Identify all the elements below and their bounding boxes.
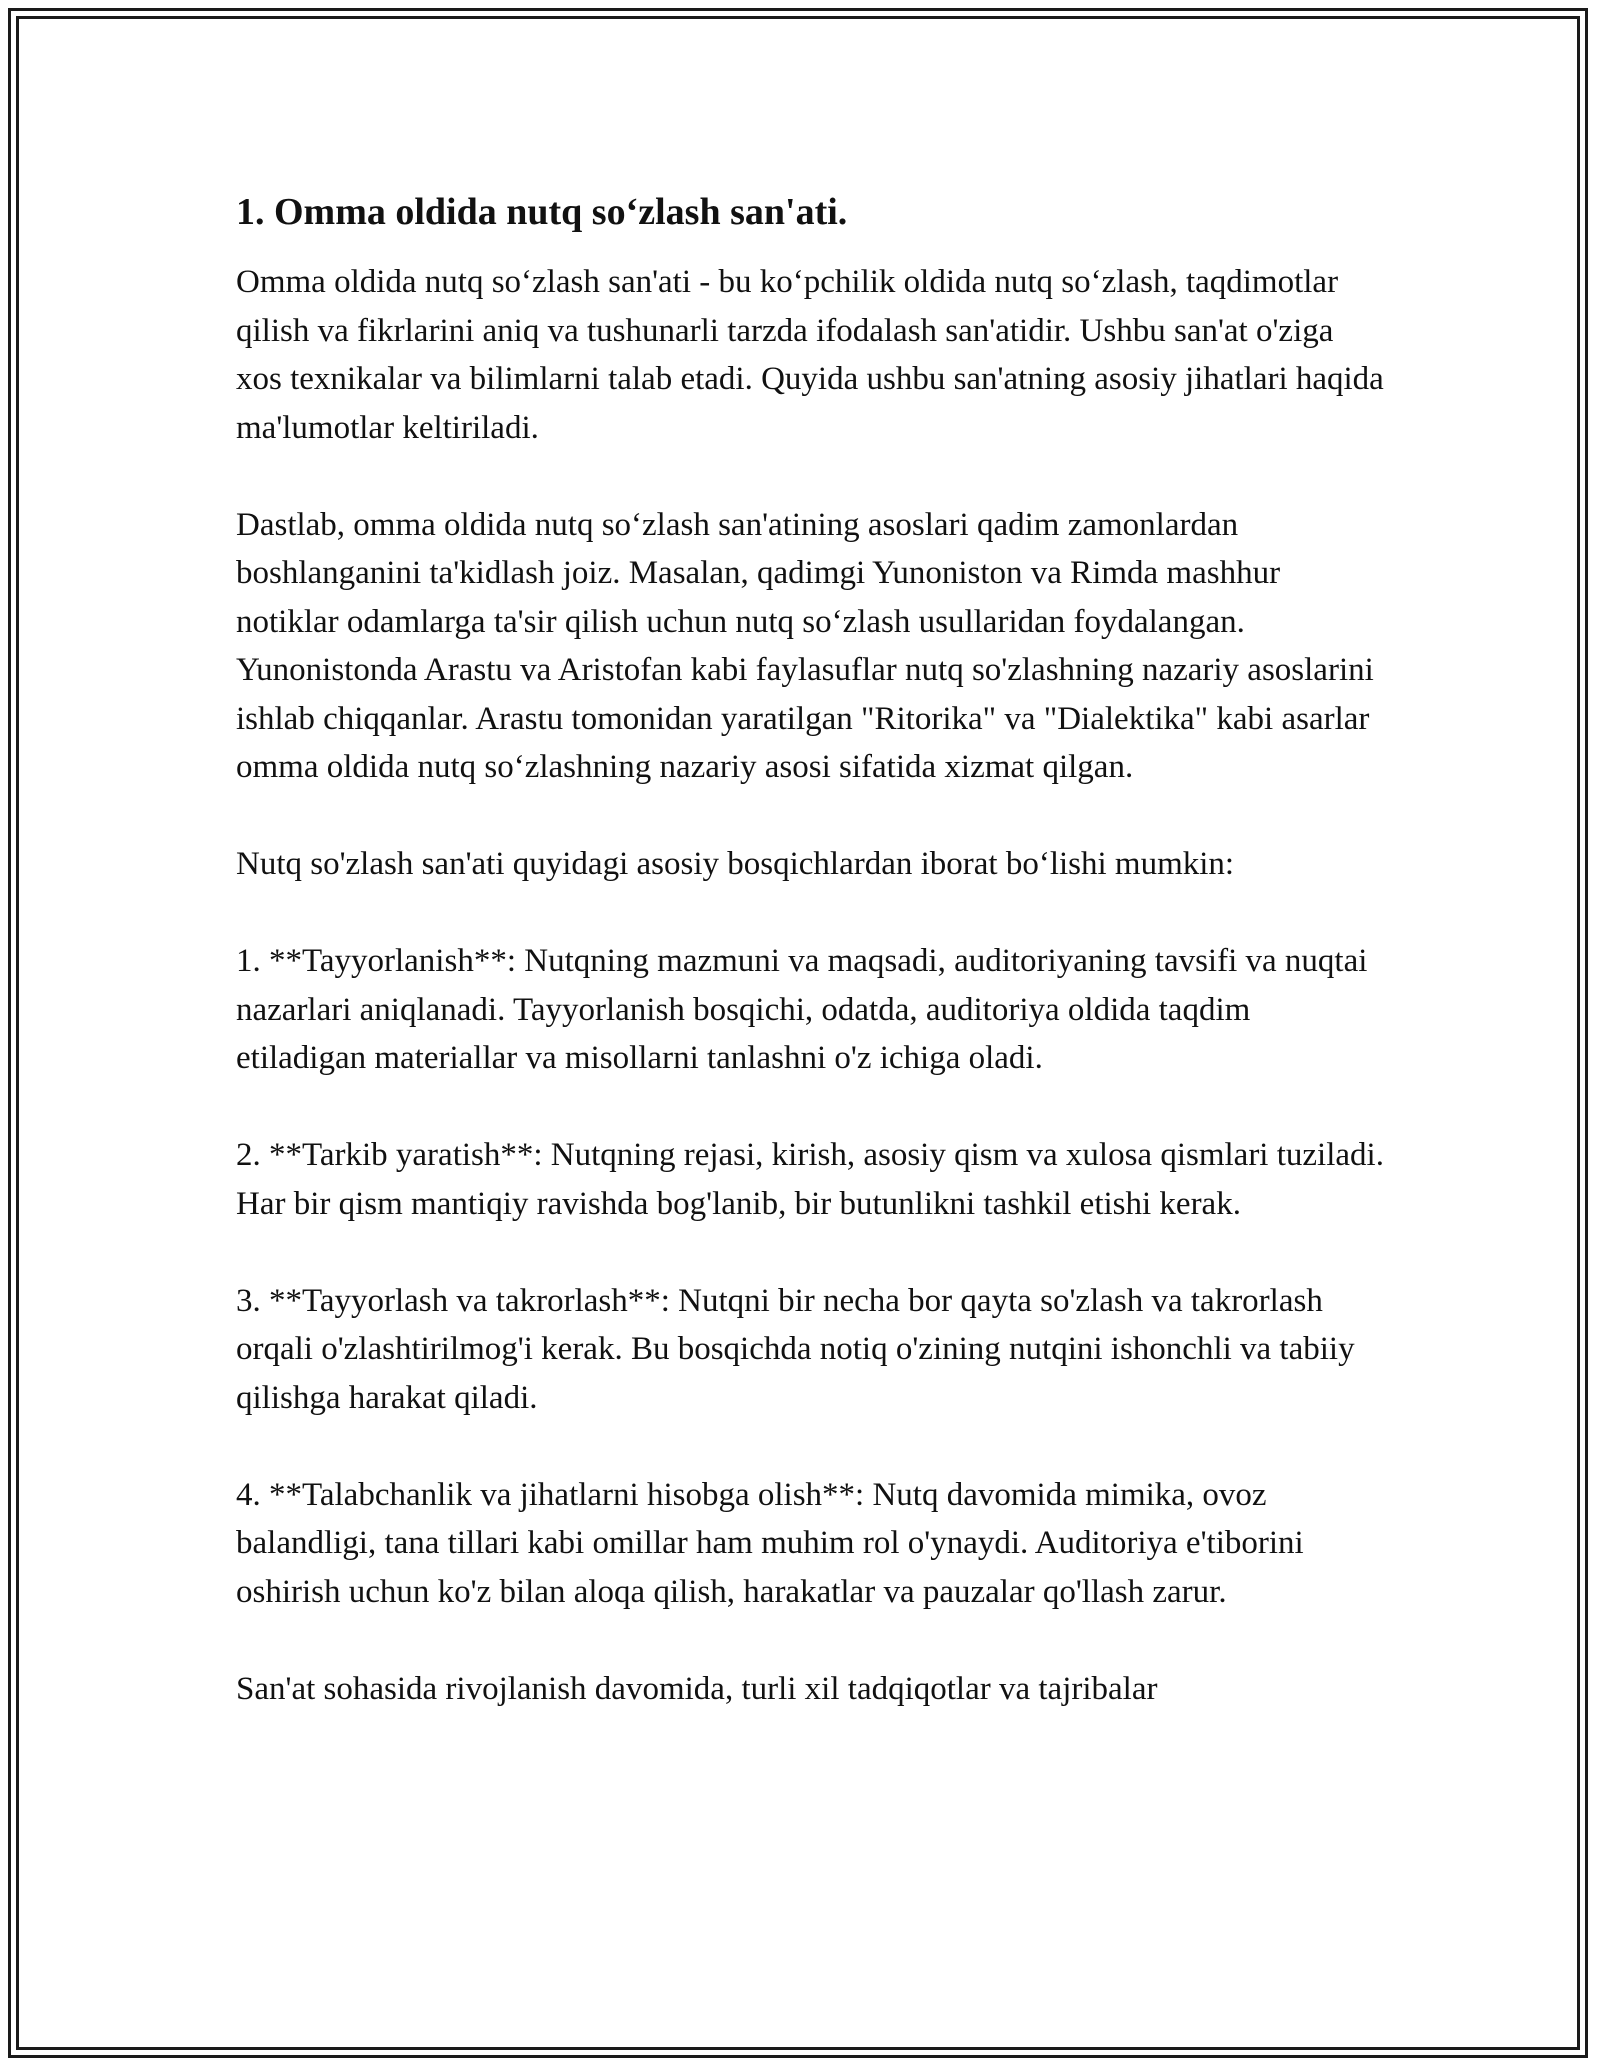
paragraph-intro: Omma oldida nutq so‘zlash san'ati - bu ko‘pchilik oldida nutq so‘zlash, taqdimotlar qilish va fikrlarini aniq va tushunarli tarzda ifodalash san'atidir. Ushbu san'at o'ziga xos texnikalar va bilimlarni talab etadi. Quyida ushbu san'atning asosiy jihatlari haqida ma'lumotlar keltiriladi.: [236, 264, 1384, 446]
list-item-stage-1: 1. **Tayyorlanish**: Nutqning mazmuni va maqsadi, auditoriyaning tavsifi va nuqtai nazarlari aniqlanadi. Tayyorlanish bosqichi, odatda, auditoriya oldida taqdim etiladigan materiallar va misollarni tanlashni o'z ichiga oladi.: [236, 943, 1368, 1076]
paragraph-stages-intro: Nutq so'zlash san'ati quyidagi asosiy bosqichlardan iborat bo‘lishi mumkin:: [236, 846, 1235, 882]
list-item-stage-4: 4. **Talabchanlik va jihatlarni hisobga olish**: Nutq davomida mimika, ovoz balandligi, tana tillari kabi omillar ham muhim rol o'ynaydi. Auditoriya e'tiborini oshirish uchun ko'z bilan aloqa qilish, harakatlar va pauzalar qo'llash zarur.: [236, 1476, 1304, 1610]
list-item-stage-3: 3. **Tayyorlash va takrorlash**: Nutqni bir necha bor qayta so'zlash va takrorlash orqali o'zlashtirilmog'i kerak. Bu bosqichda notiq o'zining nutqini ishonchli va tabiiy qilishga harakat qiladi.: [236, 1282, 1355, 1416]
list-item-stage-2: 2. **Tarkib yaratish**: Nutqning rejasi, kirish, asosiy qism va xulosa qismlari tuziladi. Har bir qism mantiqiy ravishda bog'lanib, bir butunlikni tashkil etishi kerak.: [236, 1137, 1384, 1222]
paragraph-history: Dastlab, omma oldida nutq so‘zlash san'atining asoslari qadim zamonlardan boshlanganini ta'kidlash joiz. Masalan, qadimgi Yunoniston va Rimda mashhur notiklar odamlarga ta'sir qilish uchun nutq so‘zlash usullaridan foydalangan. Yunonistonda Arastu va Aristofan kabi faylasuflar nutq so'zlashning nazariy asoslarini ishlab chiqqanlar. Arastu tomonidan yaratilgan "Ritorika" va "Dialektika" kabi asarlar omma oldida nutq so‘zlashning nazariy asosi sifatida xizmat qilgan.: [236, 506, 1374, 785]
paragraph-closing: San'at sohasida rivojlanish davomida, turli xil tadqiqotlar va tajribalar: [236, 1670, 1158, 1707]
document-body: [236, 188, 1386, 1713]
section-heading: 1. Omma oldida nutq so‘zlash san'ati.: [236, 191, 848, 233]
